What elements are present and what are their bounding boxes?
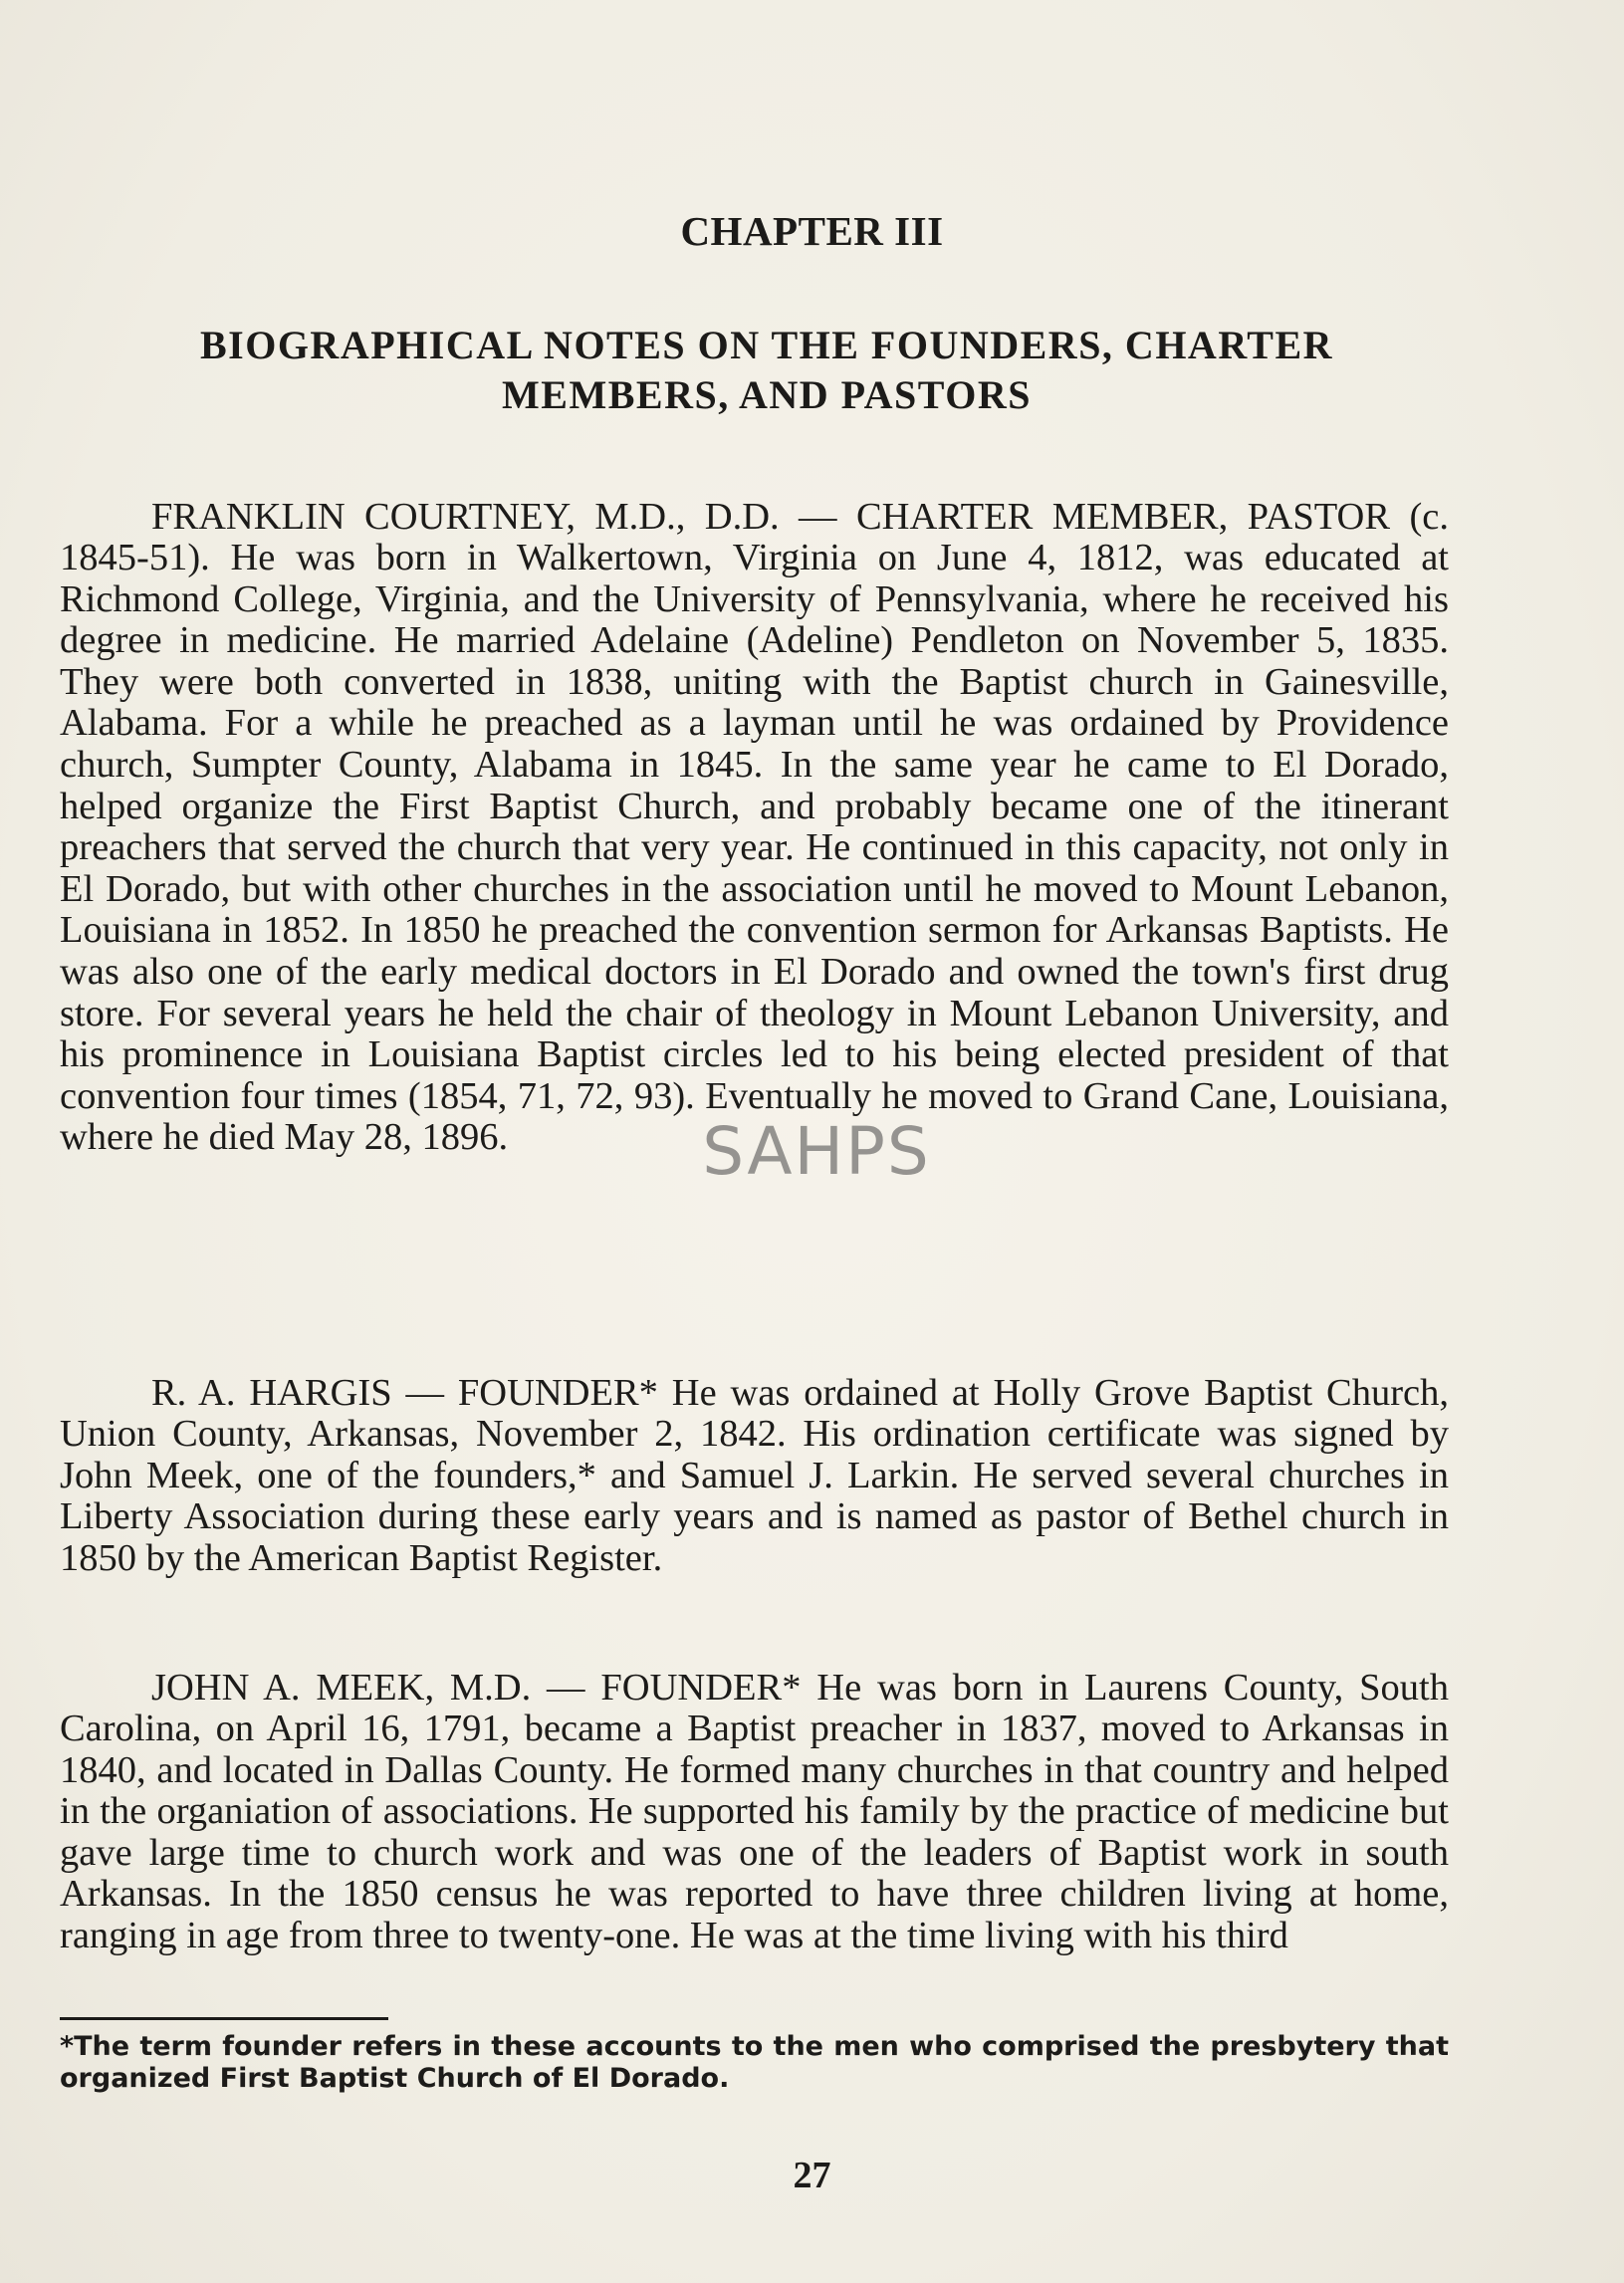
footnote: *The term founder refers in these accounts to the men who comprised the presbytery that organized First Baptist Church of El Dorado. [60,2031,1449,2094]
chapter-heading: CHAPTER III [680,208,944,254]
chapter-title [119,321,1414,420]
entry-franklin-courtney: FRANKLIN COURTNEY, M.D., D.D. — CHARTER MEMBER, PASTOR (c. 1845-51). He was born in Walkertown, Virginia on June 4, 1812, was educated at Richmond College, Virginia, and the University of Pennsylvania, where he received his degree in medicine. He married Adelaine (Adeline) Pendleton on November 5, 1835. They were both converted in 1838, uniting with the Baptist church in Gainesville, Alabama. For a while he preached as a layman until he was ordained by Providence church, Sumpter County, Alabama in 1845. In the same year he came to El Dorado, helped organize the First Baptist Church, and probably became one of the itinerant preachers that served the church that very year. He continued in this capacity, not only in El Dorado, but with other churches in the association until he moved to Mount Lebanon, Louisiana in 1852. In 1850 he preached the convention sermon for Arkansas Baptists. He was also one of the early medical doctors in El Dorado and owned the town's first drug store. For several years he held the chair of theology in Mount Lebanon University, and his prominence in Louisiana Baptist circles led to his being elected president of that convention four times (1854, 71, 72, 93). Eventually he moved to Grand Cane, Louisiana, where he died May 28, 1896. [60,495,1449,1159]
chapter-title-line-1: BIOGRAPHICAL NOTES ON THE FOUNDERS, CHARTER [199,323,1334,367]
page-number: 27 [793,2155,831,2196]
watermark: SAHPS [702,1113,931,1190]
entry-john-a-meek: JOHN A. MEEK, M.D. — FOUNDER* He was born in Laurens County, South Carolina, on April 16, 1791, became a Baptist preacher in 1837, moved to Arkansas in 1840, and located in Dallas County. He formed many churches in that country and helped in the organiation of associations. He supported his family by the practice of medicine but gave large time to church work and was one of the leaders of Baptist work in south Arkansas. In the 1850 census he was reported to have three children living at home, ranging in age from three to twenty-one. He was at the time living with his third [60,1666,1449,1957]
chapter-title-line-2: MEMBERS, AND PASTORS [502,372,1032,417]
entry-r-a-hargis: R. A. HARGIS — FOUNDER* He was ordained at Holly Grove Baptist Church, Union County, Arkansas, November 2, 1842. His ordination certificate was signed by John Meek, one of the founders,* and Samuel J. Larkin. He served several churches in Liberty Association during these early years and is named as pastor of Bethel church in 1850 by the American Baptist Register. [60,1371,1449,1579]
footnote-divider [60,2017,388,2020]
